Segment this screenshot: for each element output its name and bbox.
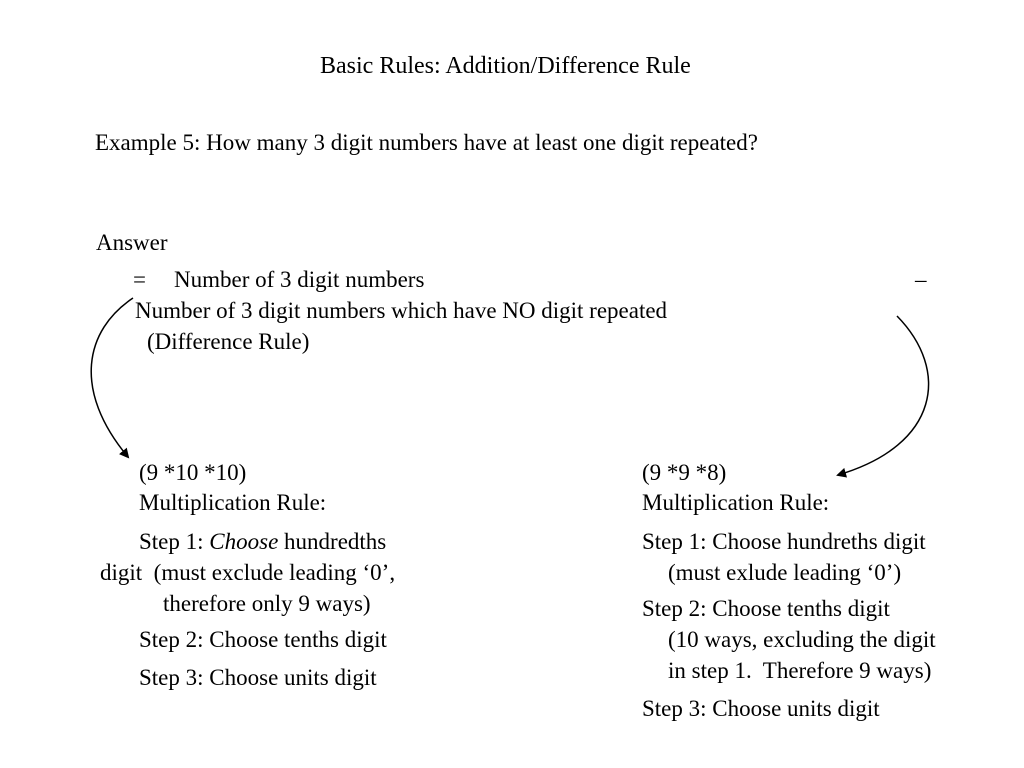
right-step1-line2: (must exlude leading ‘0’) [668, 560, 902, 585]
answer-label: Answer [96, 230, 168, 255]
right-step3: Step 3: Choose units digit [642, 696, 880, 721]
right-product: (9 *9 *8) [642, 460, 727, 485]
left-curved-arrow [91, 298, 133, 457]
right-rule-label: Multiplication Rule: [642, 490, 830, 515]
left-step1-line3: therefore only 9 ways) [163, 591, 371, 616]
minus-sign: – [915, 267, 927, 292]
left-step3: Step 3: Choose units digit [139, 665, 377, 690]
second-term: Number of 3 digit numbers which have NO digit repeated [135, 298, 668, 323]
right-curved-arrow [838, 316, 929, 475]
difference-rule-note: (Difference Rule) [147, 329, 310, 354]
left-rule-label: Multiplication Rule: [139, 490, 327, 515]
example-question: Example 5: How many 3 digit numbers have at least one digit repeated? [95, 130, 758, 155]
equals-sign: = [133, 267, 146, 292]
right-step1-line1: Step 1: Choose hundreths digit [642, 529, 926, 554]
left-product: (9 *10 *10) [139, 460, 247, 485]
slide-title: Basic Rules: Addition/Difference Rule [320, 53, 691, 79]
left-step1-emphasis: Choose [209, 529, 279, 554]
left-step1-line2: digit (must exclude leading ‘0’, [100, 560, 396, 585]
left-step2: Step 2: Choose tenths digit [139, 627, 387, 652]
right-step2-line1: Step 2: Choose tenths digit [642, 596, 890, 621]
right-step2-line2: (10 ways, excluding the digit [668, 627, 936, 652]
right-step2-line3: in step 1. Therefore 9 ways) [668, 658, 932, 683]
first-term: Number of 3 digit numbers [174, 267, 425, 292]
left-step1-prefix: Step 1: [139, 529, 210, 554]
left-step1-line1 [139, 530, 386, 553]
left-step1-suffix: hundredths [278, 529, 387, 554]
